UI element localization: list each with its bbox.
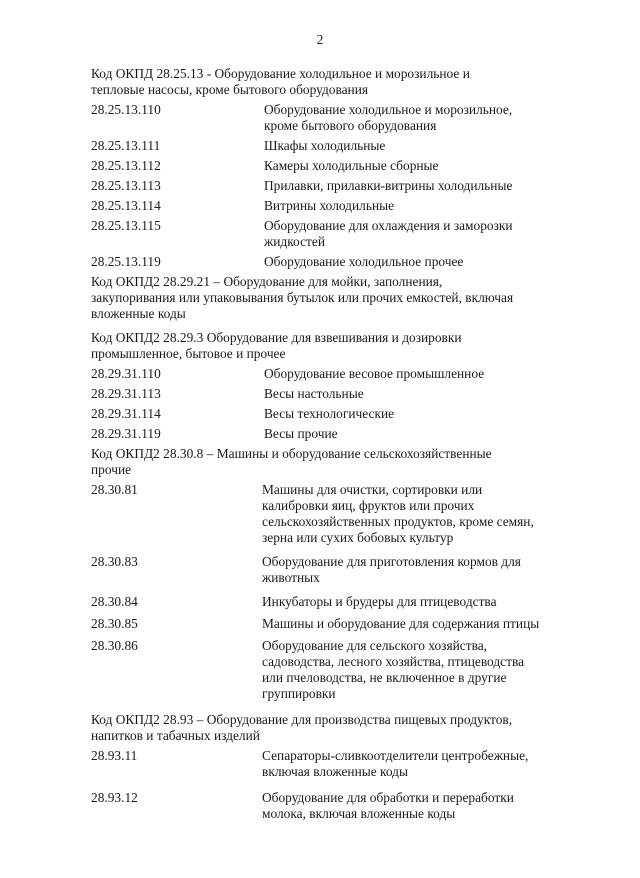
item-code: 28.25.13.114 [91,198,161,213]
item-description: Весы настольные [264,386,364,401]
item-description: Камеры холодильные сборные [264,158,439,173]
item-description: Машины для очистки, сортировки или калибровки яиц, фруктов или прочих сельскохозяйственных продуктов, кроме семян, зерна или сухих бобовых культур [262,482,534,545]
item-description: Машины и оборудование для содержания птицы [262,616,540,631]
item-description: Сепараторы-сливкоотделители центробежные, включая вложенные коды [262,748,529,779]
item-code: 28.30.83 [91,554,138,569]
item-description: Оборудование для обработки и переработки молока, включая вложенные коды [262,790,514,821]
section-heading: Код ОКПД2 28.29.21 – Оборудование для мойки, заполнения, закупоривания или упаковывания бутылок или прочих емкостей, включая вложенные коды [91,274,514,321]
item-description: Шкафы холодильные [264,138,386,153]
item-description: Оборудование для охлаждения и заморозки жидкостей [264,218,513,249]
section-heading: Код ОКПД2 28.93 – Оборудование для производства пищевых продуктов, напитков и табачных изделий [91,712,513,743]
item-code: 28.25.13.115 [91,218,161,233]
item-description: Весы технологические [264,406,395,421]
section-heading: Код ОКПД 28.25.13 - Оборудование холодильное и морозильное и тепловые насосы, кроме бытового оборудования [91,66,470,97]
item-code: 28.25.13.110 [91,102,161,117]
item-description: Оборудование весовое промышленное [264,366,485,381]
item-code: 28.25.13.119 [91,254,161,269]
item-description: Оборудование холодильное и морозильное, кроме бытового оборудования [264,102,513,133]
item-description: Витрины холодильные [264,198,395,213]
item-description: Прилавки, прилавки-витрины холодильные [264,178,513,193]
item-code: 28.93.12 [91,790,138,805]
item-code: 28.93.11 [91,748,138,763]
page-number: 2 [316,32,324,47]
item-code: 28.29.31.114 [91,406,161,421]
item-description: Оборудование для сельского хозяйства, садоводства, лесного хозяйства, птицеводства или пчеловодства, не включенное в другие группировки [262,638,525,701]
item-description: Оборудование холодильное прочее [264,254,464,269]
item-description: Инкубаторы и брудеры для птицеводства [262,594,497,609]
item-code: 28.30.86 [91,638,138,653]
item-code: 28.29.31.113 [91,386,161,401]
item-code: 28.30.85 [91,616,138,631]
item-code: 28.29.31.110 [91,366,161,381]
item-description: Оборудование для приготовления кормов для животных [262,554,521,585]
item-code: 28.25.13.111 [91,138,161,153]
item-description: Весы прочие [264,426,338,441]
section-heading: Код ОКПД2 28.29.3 Оборудование для взвешивания и дозировки промышленное, бытовое и прочее [91,330,462,361]
item-code: 28.29.31.119 [91,426,161,441]
section-heading: Код ОКПД2 28.30.8 – Машины и оборудование сельскохозяйственные прочие [91,446,492,477]
item-code: 28.30.84 [91,594,138,609]
item-code: 28.30.81 [91,482,138,497]
item-code: 28.25.13.113 [91,178,161,193]
item-code: 28.25.13.112 [91,158,161,173]
